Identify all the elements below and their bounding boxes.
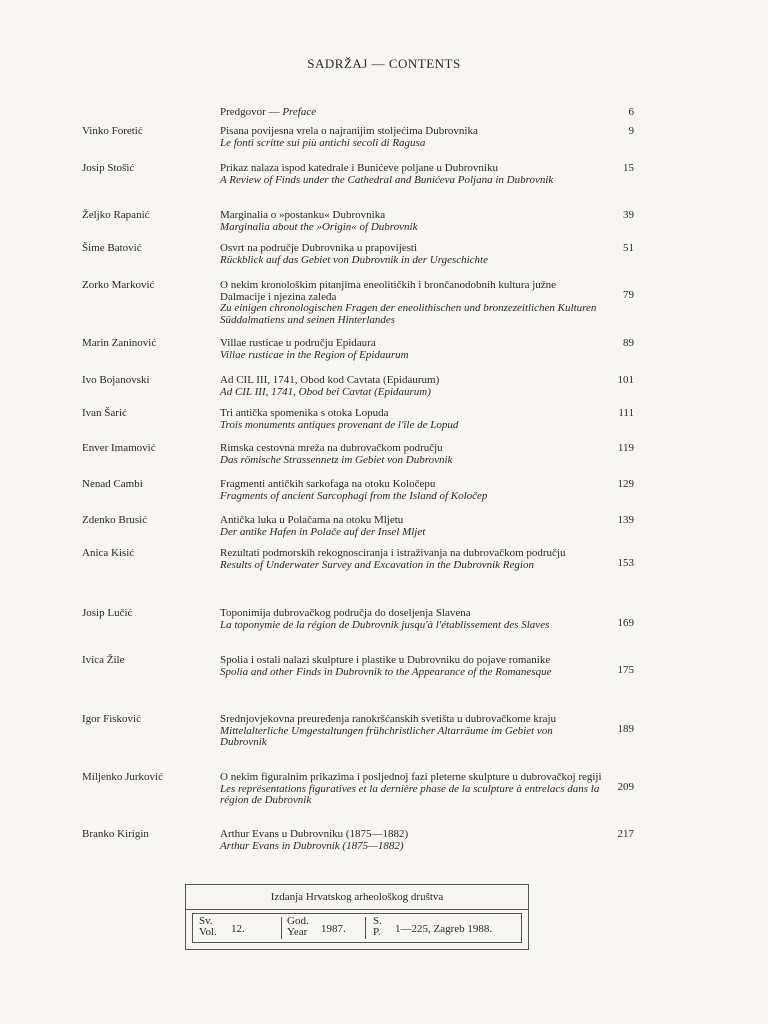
entry-author: Branko Kirigin: [82, 828, 149, 840]
entry-translated-title: Das römische Strassennetz im Gebiet von Dubrovnik: [220, 453, 453, 466]
entry-title-block: [220, 408, 602, 431]
entry-title-block: [220, 375, 602, 398]
entry-title-block: [220, 655, 602, 678]
entry-title: [220, 479, 602, 491]
entry-title: [220, 408, 602, 420]
entry-title: [220, 243, 602, 255]
entry-title-text: Arthur Evans u Dubrovniku (1875—1882): [220, 828, 409, 840]
entry-author: Željko Rapanić: [82, 209, 150, 221]
entry-page-number: 139: [617, 514, 634, 526]
entry-title-block: [220, 772, 602, 807]
entry-title-text: O nekim figuralnim prikazima i posljednoj fazi pleterne skulpture u dubrovačkoj regiji: [220, 771, 602, 783]
entry-page-number: 189: [617, 723, 634, 735]
entry-title-text: Toponimija dubrovačkog područja do doseljenja Slavena: [220, 607, 471, 619]
entry-title-block: [220, 515, 602, 538]
entry-author: Enver Imamović: [82, 442, 156, 454]
entry-title-block: [220, 163, 602, 186]
entry-page-number: 15: [623, 162, 634, 174]
entry-title: [220, 608, 602, 620]
entry-title: [220, 772, 602, 784]
entry-author: Anica Kisić: [82, 547, 135, 559]
entry-page-number: 39: [623, 209, 634, 221]
entry-translated-title: Results of Underwater Survey and Excavation in the Dubrovnik Region: [220, 558, 534, 571]
entry-title-block: [220, 548, 602, 571]
entry-translated-title: Rückblick auf das Gebiet von Dubrovnik in der Urgeschichte: [220, 253, 488, 266]
entry-title-text: Srednjovjekovna preuređenja ranokršćanskih svetišta u dubrovačkome kraju: [220, 713, 557, 725]
entry-title-text: O nekim kronološkim pitanjima eneolitičkih i brončanodobnih kultura južne Dalmacije i njezina zaleđa: [220, 279, 557, 303]
entry-title-block: [220, 280, 602, 326]
entry-title-block: [220, 107, 602, 119]
entry-title: [220, 714, 602, 726]
entry-title-text: Prikaz nalaza ispod katedrale i Bunićeve poljane u Dubrovniku: [220, 162, 498, 174]
entry-title-block: [220, 829, 602, 852]
entry-title: [220, 375, 602, 387]
entry-title-block: [220, 338, 602, 361]
entry-title: [220, 548, 602, 560]
entry-translated-title: Arthur Evans in Dubrovnik (1875—1882): [220, 839, 404, 852]
entry-author: Nenad Cambi: [82, 478, 143, 490]
year-label: God. Year: [287, 915, 309, 938]
entry-page-number: 217: [617, 828, 634, 840]
entry-title: [220, 280, 602, 303]
entry-translated-title: Spolia and other Finds in Dubrovnik to the Appearance of the Romanesque: [220, 665, 552, 678]
entry-title-text: Marginalia o »postanku« Dubrovnika: [220, 209, 386, 221]
entry-title: [220, 443, 602, 455]
divider: [365, 917, 366, 939]
entry-page-number: 6: [628, 106, 634, 118]
divider: [281, 917, 282, 939]
entry-translated-title: Zu einigen chronologischen Fragen der eneolithischen und bronzezeitlichen Kulturen Süddalmatiens und seinen Hinterlandes: [220, 302, 597, 326]
entry-page-number: 175: [617, 664, 634, 676]
volume-value: 12.: [231, 923, 245, 935]
entry-title-text: Osvrt na područje Dubrovnika u prapovijesti: [220, 242, 418, 254]
entry-page-number: 51: [623, 242, 634, 254]
entry-page-number: 9: [628, 125, 634, 137]
entry-author: Miljenko Jurković: [82, 771, 163, 783]
volume-label: Sv. Vol.: [199, 915, 217, 938]
entry-page-number: 111: [618, 407, 634, 419]
entry-title: [220, 655, 602, 667]
publication-header: Izdanja Hrvatskog arheološkog društva: [186, 885, 528, 910]
entry-author: Josip Lučić: [82, 607, 133, 619]
entry-title-text: Fragmenti antičkih sarkofaga na otoku Koločepu: [220, 478, 436, 490]
pages-value: 1—225, Zagreb 1988.: [395, 923, 493, 935]
year-value: 1987.: [321, 923, 346, 935]
entry-author: Zorko Marković: [82, 279, 155, 291]
entry-author: Zdenko Brusić: [82, 514, 148, 526]
entry-author: Marin Zaninović: [82, 337, 157, 349]
entry-author: Josip Stošić: [82, 162, 135, 174]
entry-translated-title: La toponymie de la région de Dubrovnik jusqu'à l'établissement des Slaves: [220, 618, 550, 631]
entry-title: [220, 210, 602, 222]
entry-author: Vinko Foretić: [82, 125, 143, 137]
entry-translated-title: Marginalia about the »Origin« of Dubrovnik: [220, 220, 418, 233]
entry-title: [220, 163, 602, 175]
publication-info-box: [185, 884, 529, 950]
entry-title-text: Tri antička spomenika s otoka Lopuda: [220, 407, 389, 419]
entry-page-number: 169: [617, 617, 634, 629]
entry-translated-title: Ad CIL III, 1741, Obod bei Cavtat (Epidaurum): [220, 385, 431, 398]
entry-page-number: 153: [617, 557, 634, 569]
entry-title-block: [220, 479, 602, 502]
entry-translated-title: Trois monuments antiques provenant de l'île de Lopud: [220, 418, 459, 431]
entry-page-number: 101: [617, 374, 634, 386]
publication-details: [192, 913, 522, 943]
entry-title-text: Rezultati podmorskih rekognosciranja i istraživanja na dubrovačkom području: [220, 547, 566, 559]
entry-title-text: Rimska cestovna mreža na dubrovačkom području: [220, 442, 443, 454]
entry-title-block: [220, 210, 602, 233]
entry-author: Igor Fisković: [82, 713, 141, 725]
entry-title-text: Spolia i ostali nalazi skulpture i plastike u Dubrovniku do pojave romanike: [220, 654, 551, 666]
entry-translated-title: Fragments of ancient Sarcophagi from the Island of Koločep: [220, 489, 488, 502]
entry-title-text: Ad CIL III, 1741, Obod kod Cavtata (Epidaurum): [220, 374, 440, 386]
entry-author: Ivan Šarić: [82, 407, 127, 419]
entry-author: Ivo Bojanovski: [82, 374, 150, 386]
entry-author: Ivica Žile: [82, 654, 125, 666]
entry-author: Šime Batović: [82, 242, 142, 254]
entry-title: [220, 338, 602, 350]
pages-label: S. P.: [373, 915, 382, 938]
entry-translated-title: Mittelalterliche Umgestaltungen frühchristlicher Altarräume im Gebiet von Dubrovnik: [220, 724, 553, 748]
entry-translated-title: A Review of Finds under the Cathedral and Bunićeva Poljana in Dubrovnik: [220, 173, 554, 186]
entry-title-block: [220, 443, 602, 466]
entry-title-text: Predgovor —: [220, 106, 283, 118]
entry-title-block: [220, 126, 602, 149]
entry-translated-title: Preface: [282, 106, 317, 118]
entry-title-text: Antička luka u Polačama na otoku Mljetu: [220, 514, 404, 526]
entry-title: [220, 126, 602, 138]
entry-page-number: 79: [623, 289, 634, 301]
entry-page-number: 89: [623, 337, 634, 349]
entry-title-text: Villae rusticae u području Epidaura: [220, 337, 376, 349]
entry-title-text: Pisana povijesna vrela o najranijim stoljećima Dubrovnika: [220, 125, 478, 137]
entry-page-number: 209: [617, 781, 634, 793]
entry-page-number: 119: [617, 442, 634, 454]
entry-title: [220, 829, 602, 841]
entry-title-block: [220, 714, 602, 749]
entry-translated-title: Villae rusticae in the Region of Epidaurum: [220, 348, 409, 361]
entry-title: [220, 107, 602, 119]
entry-title-block: [220, 243, 602, 266]
entry-page-number: 129: [617, 478, 634, 490]
entry-title: [220, 515, 602, 527]
entry-translated-title: Le fonti scritte sui più antichi secoli di Ragusa: [220, 136, 426, 149]
entry-translated-title: Der antike Hafen in Polače auf der Insel Mljet: [220, 525, 426, 538]
entry-translated-title: Les représentations figuratives et la dernière phase de la sculpture à entrelacs dans la région de Dubrovnik: [220, 782, 600, 806]
entry-title-block: [220, 608, 602, 631]
page-title: SADRŽAJ — CONTENTS: [307, 56, 461, 71]
